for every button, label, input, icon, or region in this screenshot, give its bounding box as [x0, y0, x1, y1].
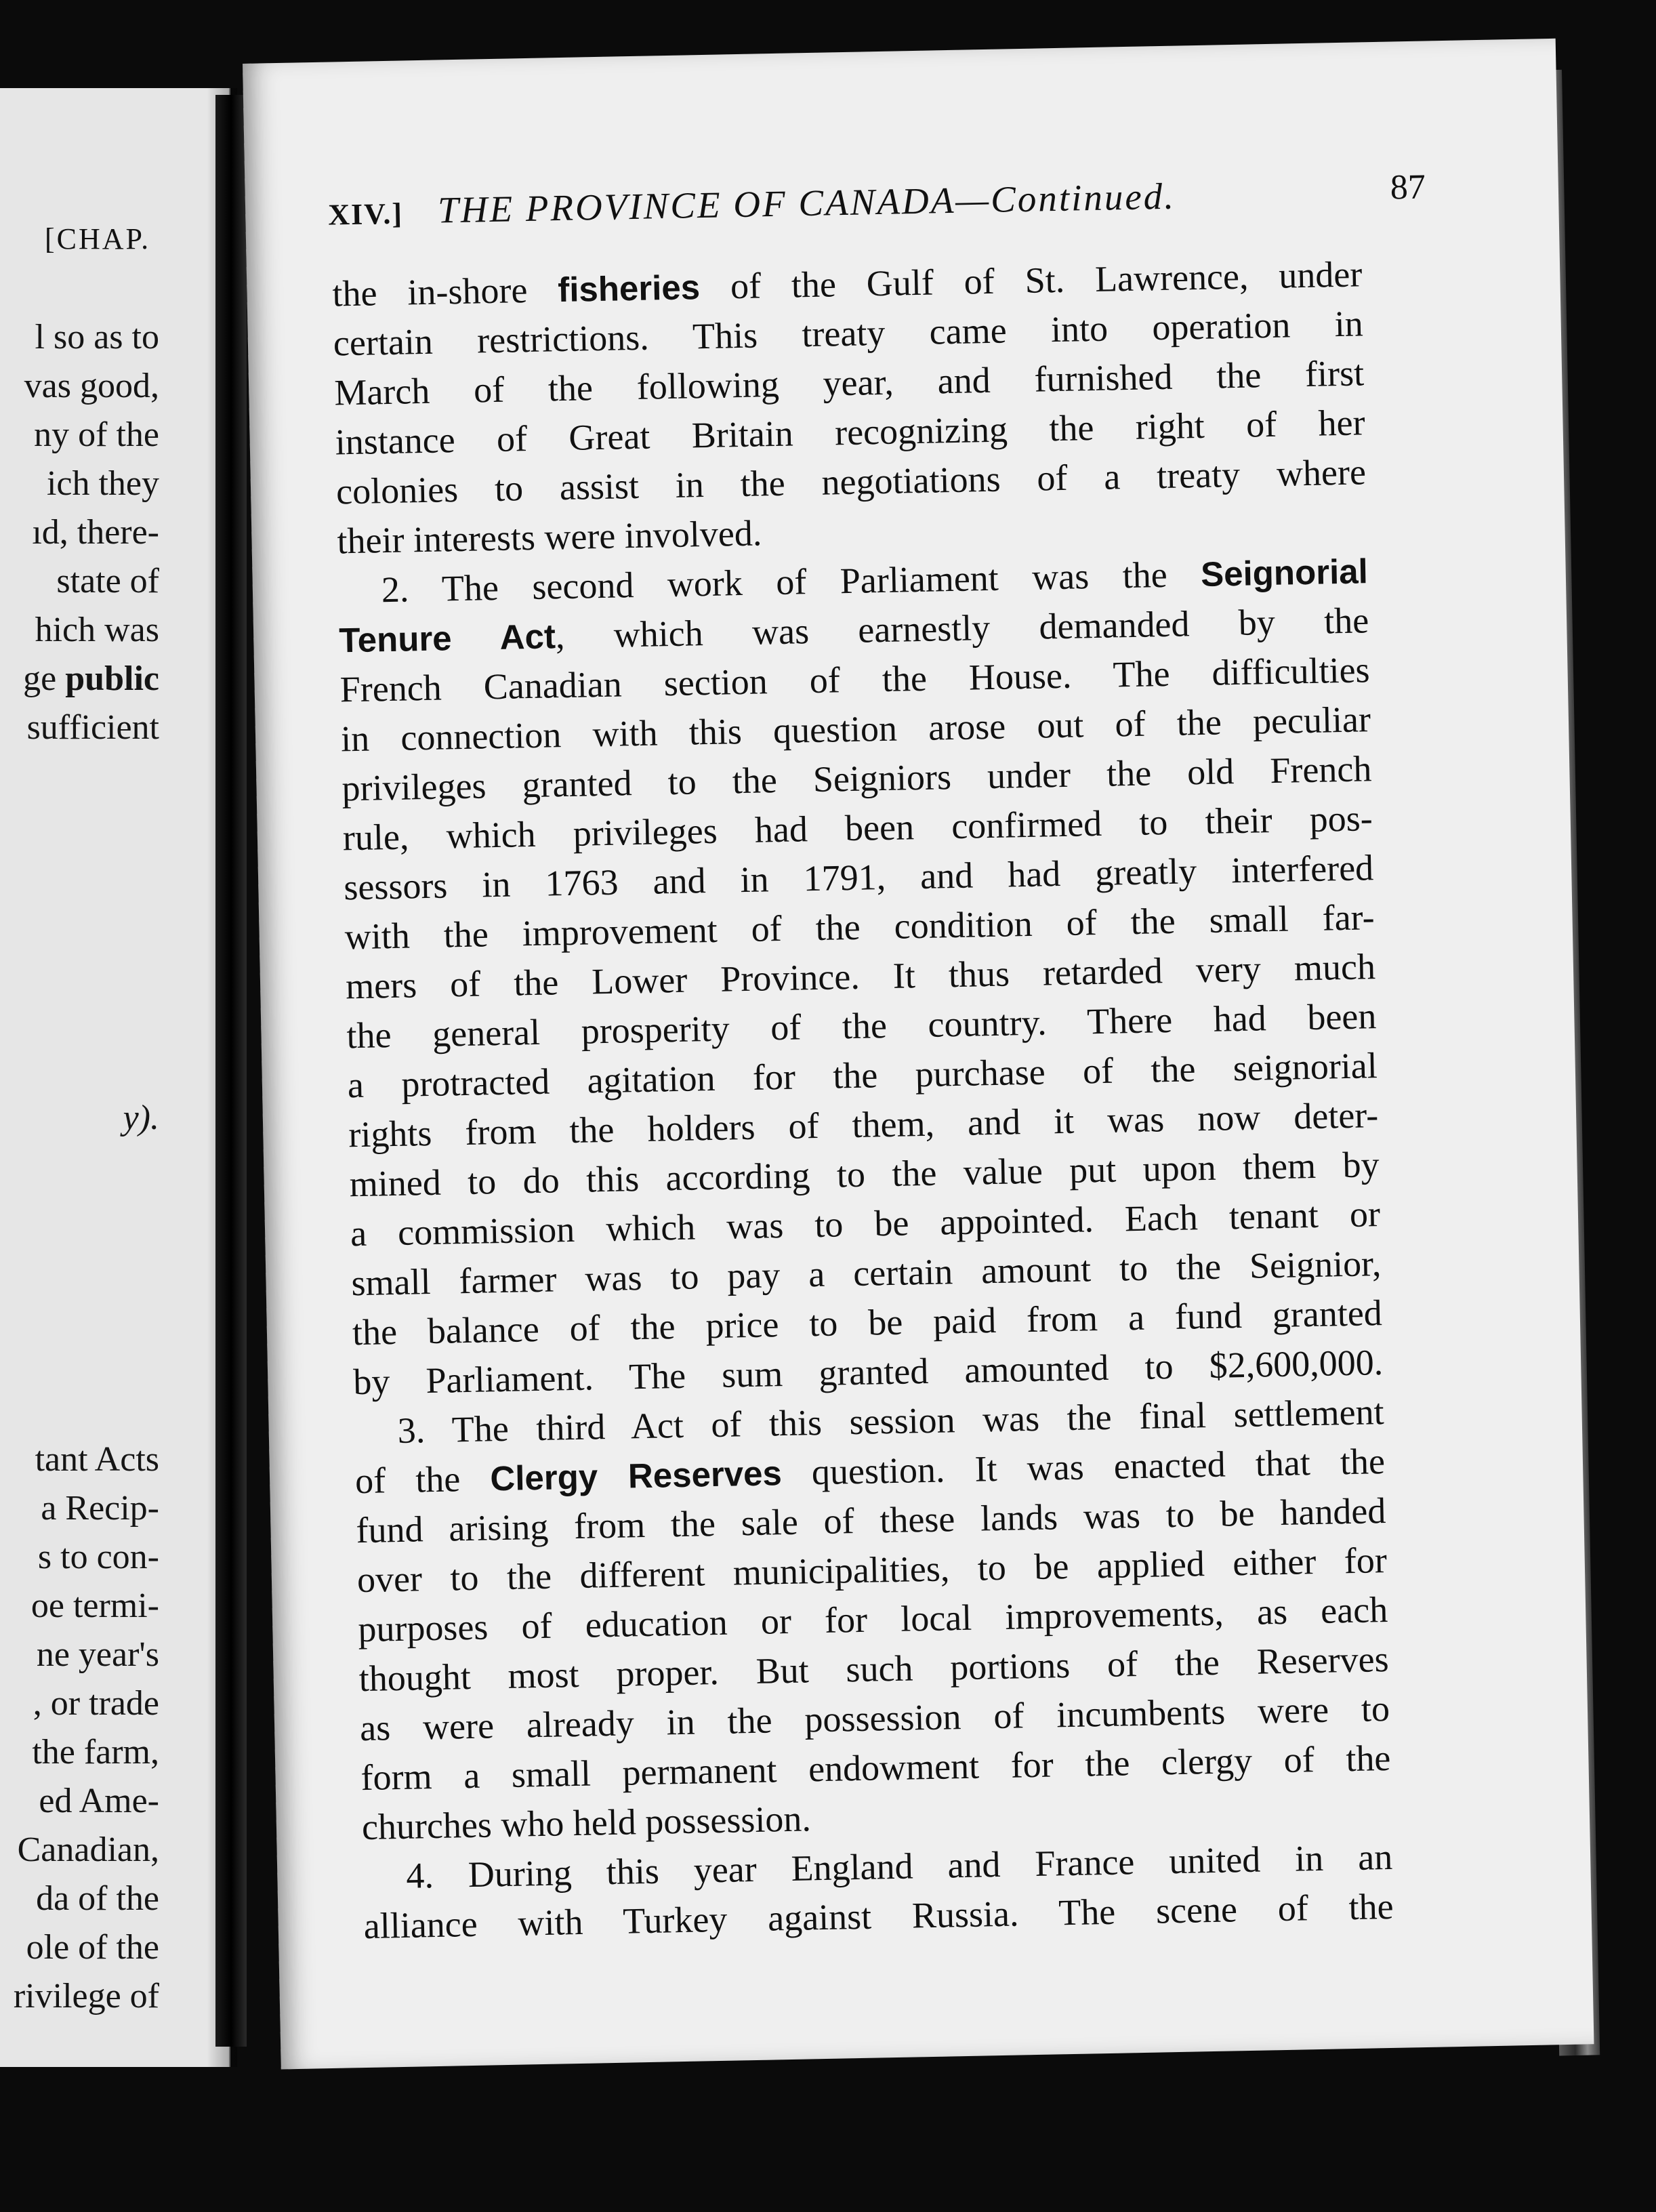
previous-page-line: ed Ame-	[39, 1782, 159, 1820]
previous-page-line: sufficient	[26, 708, 159, 747]
text-run: over to the different municipalities, to be applied either for	[356, 1539, 1388, 1601]
text-run: of the	[354, 1458, 491, 1502]
text-run: their interests were involved.	[336, 512, 762, 562]
keyword-bold: Clergy Reserves	[489, 1454, 783, 1498]
text-run: alliance with Turkey against Russia. The scene of the	[363, 1885, 1394, 1947]
text-run: a protracted agitation for the purchase of the seignorial	[347, 1045, 1378, 1106]
previous-page-line: ne year's	[36, 1635, 159, 1674]
text-run: rights from the holders of them, and it was now deter-	[348, 1094, 1379, 1155]
previous-page-line: da of the	[36, 1879, 159, 1918]
keyword-bold: Seignorial	[1200, 552, 1369, 594]
text-run: of the Gulf of St. Lawrence, under	[699, 253, 1363, 308]
text-run: 3. The third Act of this session was the final settlement	[397, 1391, 1385, 1451]
text-run: question. It was enacted that the	[781, 1441, 1386, 1494]
previous-page-header: [CHAP.	[45, 222, 151, 255]
previous-page-line: , or trade	[33, 1684, 159, 1723]
chapter-reference: XIV.]	[327, 197, 404, 232]
text-run: churches who held possession.	[361, 1798, 812, 1848]
text-run: , which was earnestly demanded by the	[555, 600, 1369, 657]
page-number: 87	[1390, 167, 1426, 207]
text-run: instance of Great Britain recognizing the right of her	[335, 402, 1366, 463]
previous-page-line: Canadian,	[17, 1830, 159, 1869]
text-run: a commission which was to be appointed. Each tenant or	[350, 1193, 1381, 1254]
text-run: purposes of education or for local improvements, as each	[357, 1589, 1388, 1650]
text-run: thought most proper. But such portions of the Reserves	[358, 1638, 1390, 1700]
previous-page-line: oe termi-	[30, 1586, 159, 1625]
book-gutter	[215, 95, 247, 2047]
previous-page-line: ole of the	[26, 1928, 159, 1967]
text-run: sessors in 1763 and in 1791, and had greatly interfered	[343, 847, 1374, 908]
previous-page-line: hich was	[35, 611, 159, 649]
previous-page-line: s to con-	[37, 1538, 159, 1576]
text-run: the balance of the price to be paid from a fund granted	[352, 1292, 1383, 1353]
previous-page-line: y).	[123, 1099, 159, 1137]
text-run: March of the following year, and furnished the first	[333, 352, 1365, 413]
text-run: 4. During this year England and France united in an	[405, 1836, 1393, 1896]
previous-page-line: rivilege of	[13, 1977, 159, 2015]
previous-page-line: l so as to	[35, 318, 159, 356]
text-run: the in-shore	[331, 269, 558, 314]
previous-page-line: ich they	[46, 464, 159, 503]
text-run: colonies to assist in the negotiations of a treaty where	[335, 451, 1367, 512]
text-run: French Canadian section of the House. The difficulties	[339, 649, 1371, 710]
previous-page-line: ge public	[23, 659, 159, 698]
text-run: 2. The second work of Parliament was the	[381, 553, 1201, 611]
text-run: in connection with this question arose out of the peculiar	[340, 699, 1371, 760]
previous-page-line: state of	[56, 562, 159, 600]
text-run: privileges granted to the Seigniors under the old French	[341, 748, 1372, 809]
text-run: rule, which privileges had been confirmed to their pos-	[342, 798, 1373, 859]
previous-page-line: ny of the	[34, 415, 159, 454]
text-run: by Parliament. The sum granted amounted to $2,600,000.	[352, 1342, 1384, 1403]
book-page	[243, 39, 1594, 2070]
running-title: THE PROVINCE OF CANADA—Continued.	[437, 175, 1176, 231]
keyword-bold: Tenure Act	[338, 617, 556, 660]
text-run: fund arising from the sale of these lands was to be handed	[356, 1490, 1386, 1551]
text-run: the general prosperity of the country. There had been	[346, 996, 1377, 1057]
body-text	[332, 249, 1394, 1951]
previous-page-line: a Recip-	[41, 1489, 159, 1528]
previous-page-line: the farm,	[32, 1733, 159, 1771]
text-run: small farmer was to pay a certain amount to the Seignior,	[350, 1243, 1382, 1304]
text-run: form a small permanent endowment for the clergy of the	[360, 1737, 1391, 1799]
text-run: as were already in the possession of incumbents were to	[359, 1687, 1390, 1749]
previous-page-line: ıd, there-	[32, 513, 159, 552]
keyword-bold: fisheries	[557, 268, 701, 310]
text-run: certain restrictions. This treaty came into operation in	[333, 303, 1364, 364]
previous-page-line: vas good,	[24, 367, 159, 405]
text-run: mined to do this according to the value put upon them by	[349, 1144, 1380, 1205]
text-run: with the improvement of the condition of the small far-	[344, 897, 1375, 958]
previous-page-line: tant Acts	[35, 1440, 159, 1479]
running-header	[328, 167, 1426, 249]
text-run: mers of the Lower Province. It thus retarded very much	[345, 946, 1376, 1007]
